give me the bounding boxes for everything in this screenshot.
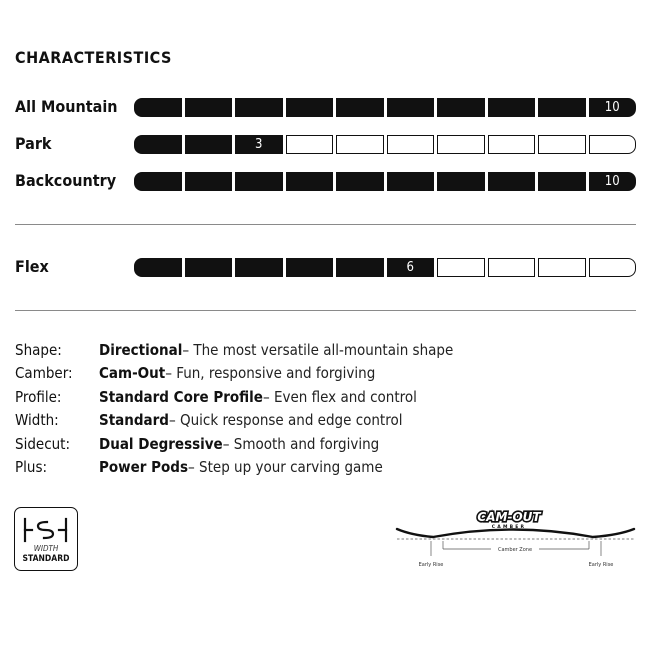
rating-segment [185, 135, 233, 154]
rating-bar [134, 172, 636, 191]
rating-segment [387, 98, 435, 117]
spec-value: Standard Core Profile [99, 387, 263, 406]
spec-label: Shape: [15, 341, 62, 359]
rating-label: Park [15, 134, 52, 153]
rating-segment [387, 135, 435, 154]
rating-segment [437, 98, 485, 117]
badge-standard-label: STANDARD [22, 554, 70, 564]
rating-segment [589, 258, 637, 277]
rating-segment [538, 98, 586, 117]
spec-row-profile [15, 386, 453, 409]
section-divider [15, 310, 636, 311]
spec-label: Camber: [15, 364, 73, 383]
spec-description: – The most versatile all-mountain shape [182, 341, 454, 359]
rating-value-segment: 3 [235, 135, 283, 154]
rating-bar [134, 258, 636, 277]
rating-segment [589, 135, 637, 154]
rating-segment [387, 172, 435, 191]
rating-segment [488, 172, 536, 191]
rating-segment [286, 172, 334, 191]
spec-description: – Step up your carving game [188, 458, 383, 477]
rating-segment [538, 135, 586, 154]
rating-segment [538, 258, 586, 277]
spec-row-width [15, 409, 453, 432]
rating-label: Flex [15, 257, 49, 276]
rating-segment [488, 98, 536, 117]
rating-segment [134, 135, 182, 154]
rating-segment [235, 172, 283, 191]
spec-row-sidecut [15, 433, 453, 456]
width-badge [14, 507, 78, 571]
badge-width-label: WIDTH [33, 544, 59, 553]
rating-row-backcountry [15, 171, 640, 191]
section-divider [15, 224, 636, 225]
rating-segment [437, 258, 485, 277]
rating-segment [286, 135, 334, 154]
rating-segment [134, 98, 182, 117]
rating-segment [185, 172, 233, 191]
characteristics-title: CHARACTERISTICS [15, 48, 172, 67]
rating-segment [286, 258, 334, 277]
camber-logo-text: CAM-OUT [477, 510, 541, 524]
spec-label: Plus: [15, 458, 48, 477]
rating-segment [286, 98, 334, 117]
rating-segment [538, 172, 586, 191]
rating-segment [336, 135, 384, 154]
spec-value: Power Pods [99, 458, 188, 477]
rating-value-segment: 6 [387, 258, 435, 277]
rating-segment [437, 172, 485, 191]
rating-row-flex [15, 257, 640, 277]
rating-segment [134, 172, 182, 191]
spec-label: Width: [15, 411, 59, 430]
spec-list [15, 339, 453, 479]
spec-value: Directional [99, 341, 183, 359]
rating-label: Backcountry [15, 171, 117, 190]
spec-value: Dual Degressive [99, 434, 223, 453]
spec-label: Profile: [15, 387, 62, 406]
rating-label: All Mountain [15, 97, 118, 116]
rating-value-segment: 10 [589, 98, 637, 117]
rating-segment [336, 258, 384, 277]
spec-row-shape [15, 339, 453, 362]
spec-label: Sidecut: [15, 434, 71, 453]
rating-segment [185, 98, 233, 117]
rating-bar [134, 135, 636, 154]
early-rise-right-label: Early Rise [588, 562, 614, 568]
spec-value: Cam-Out [99, 364, 166, 383]
spec-row-plus [15, 456, 453, 479]
rating-segment [336, 172, 384, 191]
rating-segment [185, 258, 233, 277]
spec-description: – Even flex and control [262, 387, 417, 406]
early-rise-left-label: Early Rise [418, 562, 444, 568]
rating-segment [437, 135, 485, 154]
rating-segment [336, 98, 384, 117]
rating-segment [488, 258, 536, 277]
board-profile-line [397, 529, 634, 537]
camber-logo-subtext: CAMBER [491, 525, 527, 530]
rating-bar [134, 98, 636, 117]
spec-value: Standard [99, 411, 169, 430]
spec-description: – Smooth and forgiving [222, 434, 380, 453]
spec-description: – Fun, responsive and forgiving [165, 364, 376, 383]
rating-row-all-mountain [15, 97, 640, 117]
rating-segment [235, 258, 283, 277]
camber-zone-label: Camber Zone [497, 547, 533, 553]
rating-segment [235, 98, 283, 117]
rating-value-segment: 10 [589, 172, 637, 191]
rating-segment [134, 258, 182, 277]
width-standard-icon [23, 517, 68, 543]
camber-profile-diagram [393, 505, 639, 573]
rating-segment [488, 135, 536, 154]
spec-description: – Quick response and edge control [168, 411, 403, 430]
spec-row-camber [15, 362, 453, 385]
rating-row-park [15, 134, 640, 154]
